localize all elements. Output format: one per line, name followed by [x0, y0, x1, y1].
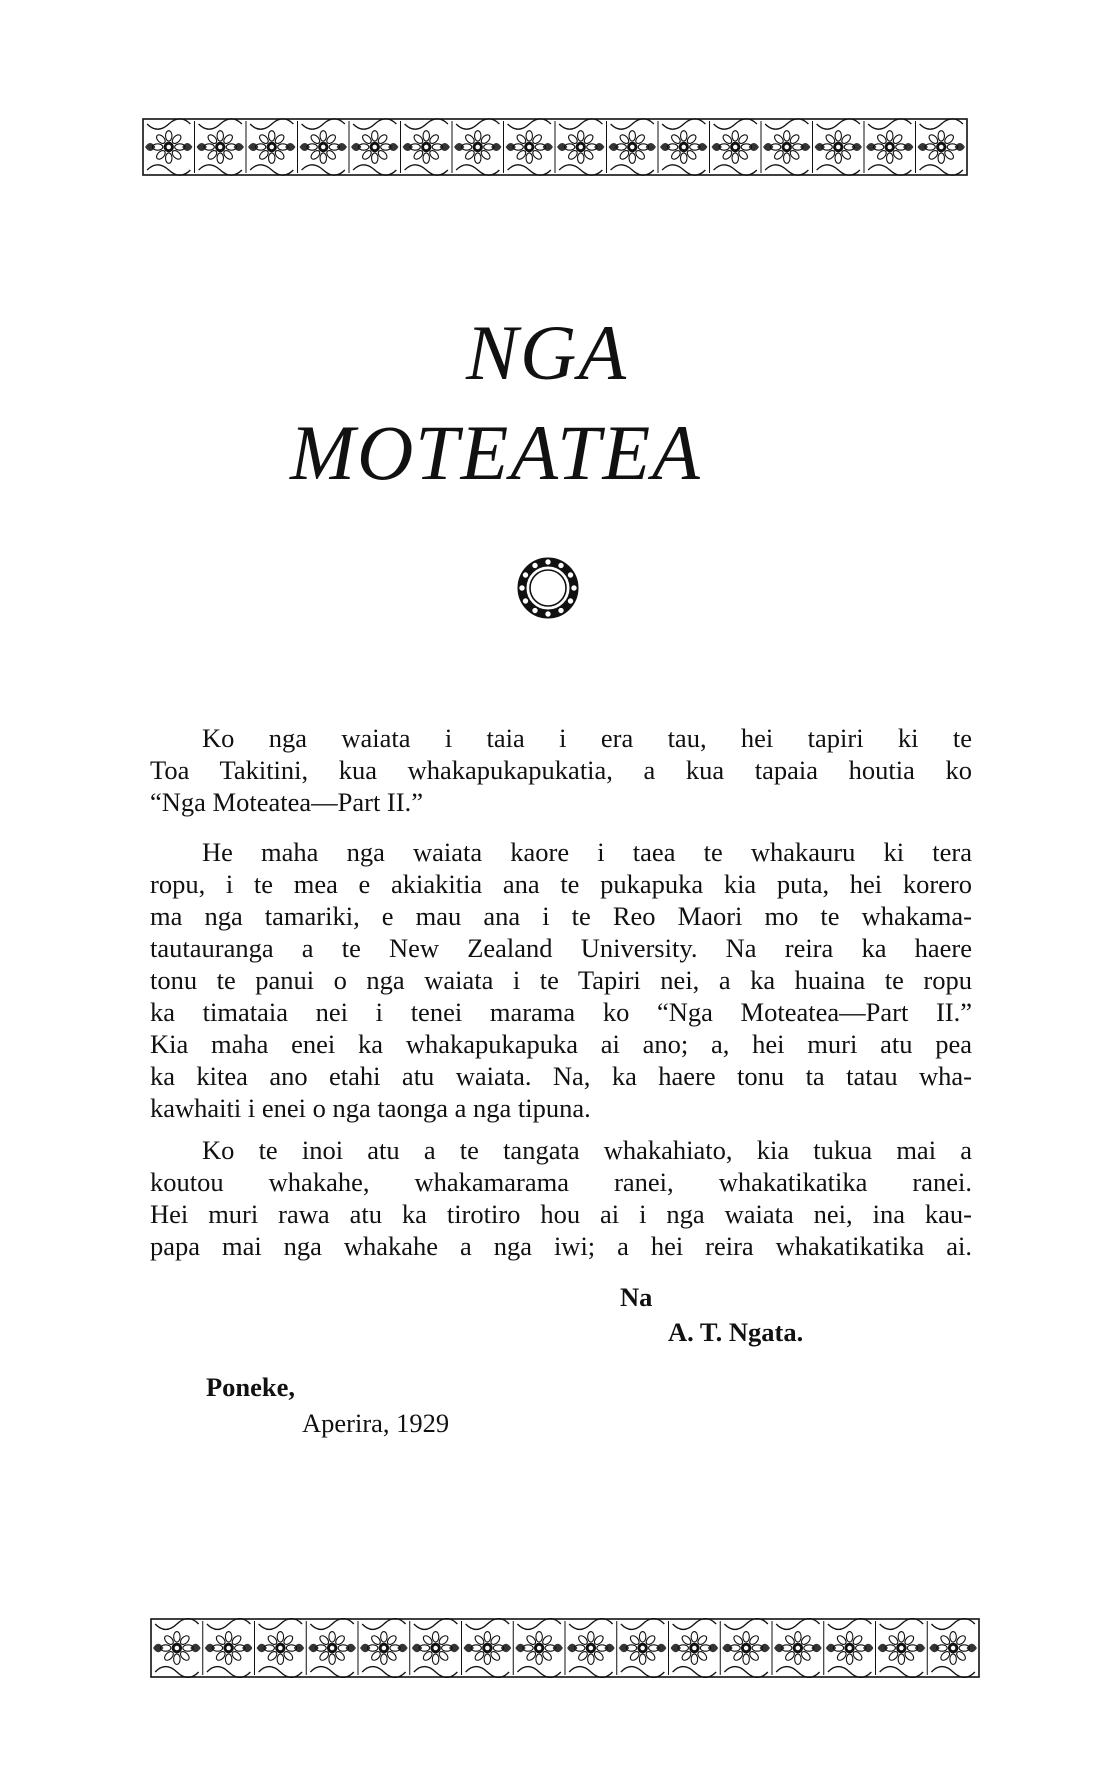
- border-motif: [401, 119, 450, 175]
- border-motif: [617, 1619, 667, 1678]
- border-motif: [153, 1619, 201, 1678]
- border-motif: [710, 119, 759, 175]
- floral-wreath-icon: [516, 556, 580, 620]
- border-motif: [658, 119, 707, 175]
- paragraph-1: [150, 722, 972, 818]
- border-motif: [298, 119, 347, 175]
- paragraph-2: [150, 836, 972, 1124]
- paragraph-line: Kia maha enei ka whakapukapuka ai ano; a, hei muri atu pea: [150, 1029, 972, 1059]
- top-ornamental-border: [142, 118, 968, 176]
- border-motif: [452, 119, 501, 175]
- paragraph-line: papa mai nga whakahe a nga iwi; a hei reira whakatikatika ai.: [150, 1231, 972, 1261]
- paragraph-line: tautauranga a te New Zealand University. Na reira ka haere: [150, 933, 972, 963]
- title-line-1: NGA: [466, 309, 628, 396]
- border-motif: [761, 119, 810, 175]
- border-motif: [555, 119, 604, 175]
- border-motif: [876, 1619, 926, 1678]
- border-motif: [349, 119, 398, 175]
- border-motif: [255, 1619, 305, 1678]
- border-motif: [813, 119, 862, 175]
- paragraph-line: Toa Takitini, kua whakapukapukatia, a kua tapaia houtia ko: [150, 755, 972, 785]
- paragraph-line: “Nga Moteatea—Part II.”: [150, 787, 423, 817]
- border-motif: [720, 1619, 770, 1678]
- floral-border-icon: [150, 1618, 980, 1678]
- border-motif: [410, 1619, 460, 1678]
- border-motif: [462, 1619, 512, 1678]
- border-motif: [669, 1619, 719, 1678]
- paragraph-line: Hei muri rawa atu ka tirotiro hou ai i nga waiata nei, ina kau-: [150, 1199, 972, 1229]
- border-motif: [203, 1619, 253, 1678]
- signature-name: A. T. Ngata.: [668, 1317, 804, 1347]
- paragraph-line: tonu te panui o nga waiata i te Tapiri nei, a ka huaina te ropu: [150, 965, 972, 995]
- floral-border-icon: [142, 118, 968, 176]
- paragraph-line: koutou whakahe, whakamarama ranei, whakatikatika ranei.: [150, 1167, 972, 1197]
- paragraph-line: ropu, i te mea e akiakitia ana te pukapuka kia puta, hei korero: [150, 869, 972, 899]
- border-motif: [513, 1619, 563, 1678]
- bottom-ornamental-border: [150, 1618, 980, 1678]
- paragraph-line: Ko nga waiata i taia i era tau, hei tapiri ki te: [202, 723, 972, 753]
- paragraph-line: He maha nga waiata kaore i taea te whakauru ki tera: [202, 837, 972, 867]
- paragraph-line: ma nga tamariki, e mau ana i te Reo Maori mo te whakama-: [150, 901, 972, 931]
- paragraph-line: ka kitea ano etahi atu waiata. Na, ka haere tonu ta tatau wha-: [150, 1061, 972, 1091]
- paragraph-line: ka timataia nei i tenei marama ko “Nga Moteatea—Part II.”: [150, 997, 972, 1027]
- border-motif: [824, 1619, 874, 1678]
- title-line-2: MOTEATEA: [290, 409, 702, 496]
- border-motif: [927, 1619, 977, 1678]
- border-motif: [864, 119, 913, 175]
- border-motif: [916, 119, 965, 175]
- border-motif: [504, 119, 553, 175]
- place-date: Aperira, 1929: [302, 1408, 450, 1438]
- border-motif: [145, 119, 192, 175]
- paragraph-line: Ko te inoi atu a te tangata whakahiato, kia tukua mai a: [202, 1135, 972, 1165]
- signature-na: Na: [620, 1282, 653, 1312]
- place-name: Poneke,: [206, 1372, 296, 1402]
- border-motif: [246, 119, 295, 175]
- border-motif: [607, 119, 656, 175]
- border-motif: [565, 1619, 615, 1678]
- paragraph-line: kawhaiti i enei o nga taonga a nga tipuna.: [150, 1093, 591, 1123]
- border-motif: [772, 1619, 822, 1678]
- paragraph-3: [150, 1134, 972, 1262]
- border-motif: [195, 119, 244, 175]
- border-motif: [306, 1619, 356, 1678]
- border-motif: [358, 1619, 408, 1678]
